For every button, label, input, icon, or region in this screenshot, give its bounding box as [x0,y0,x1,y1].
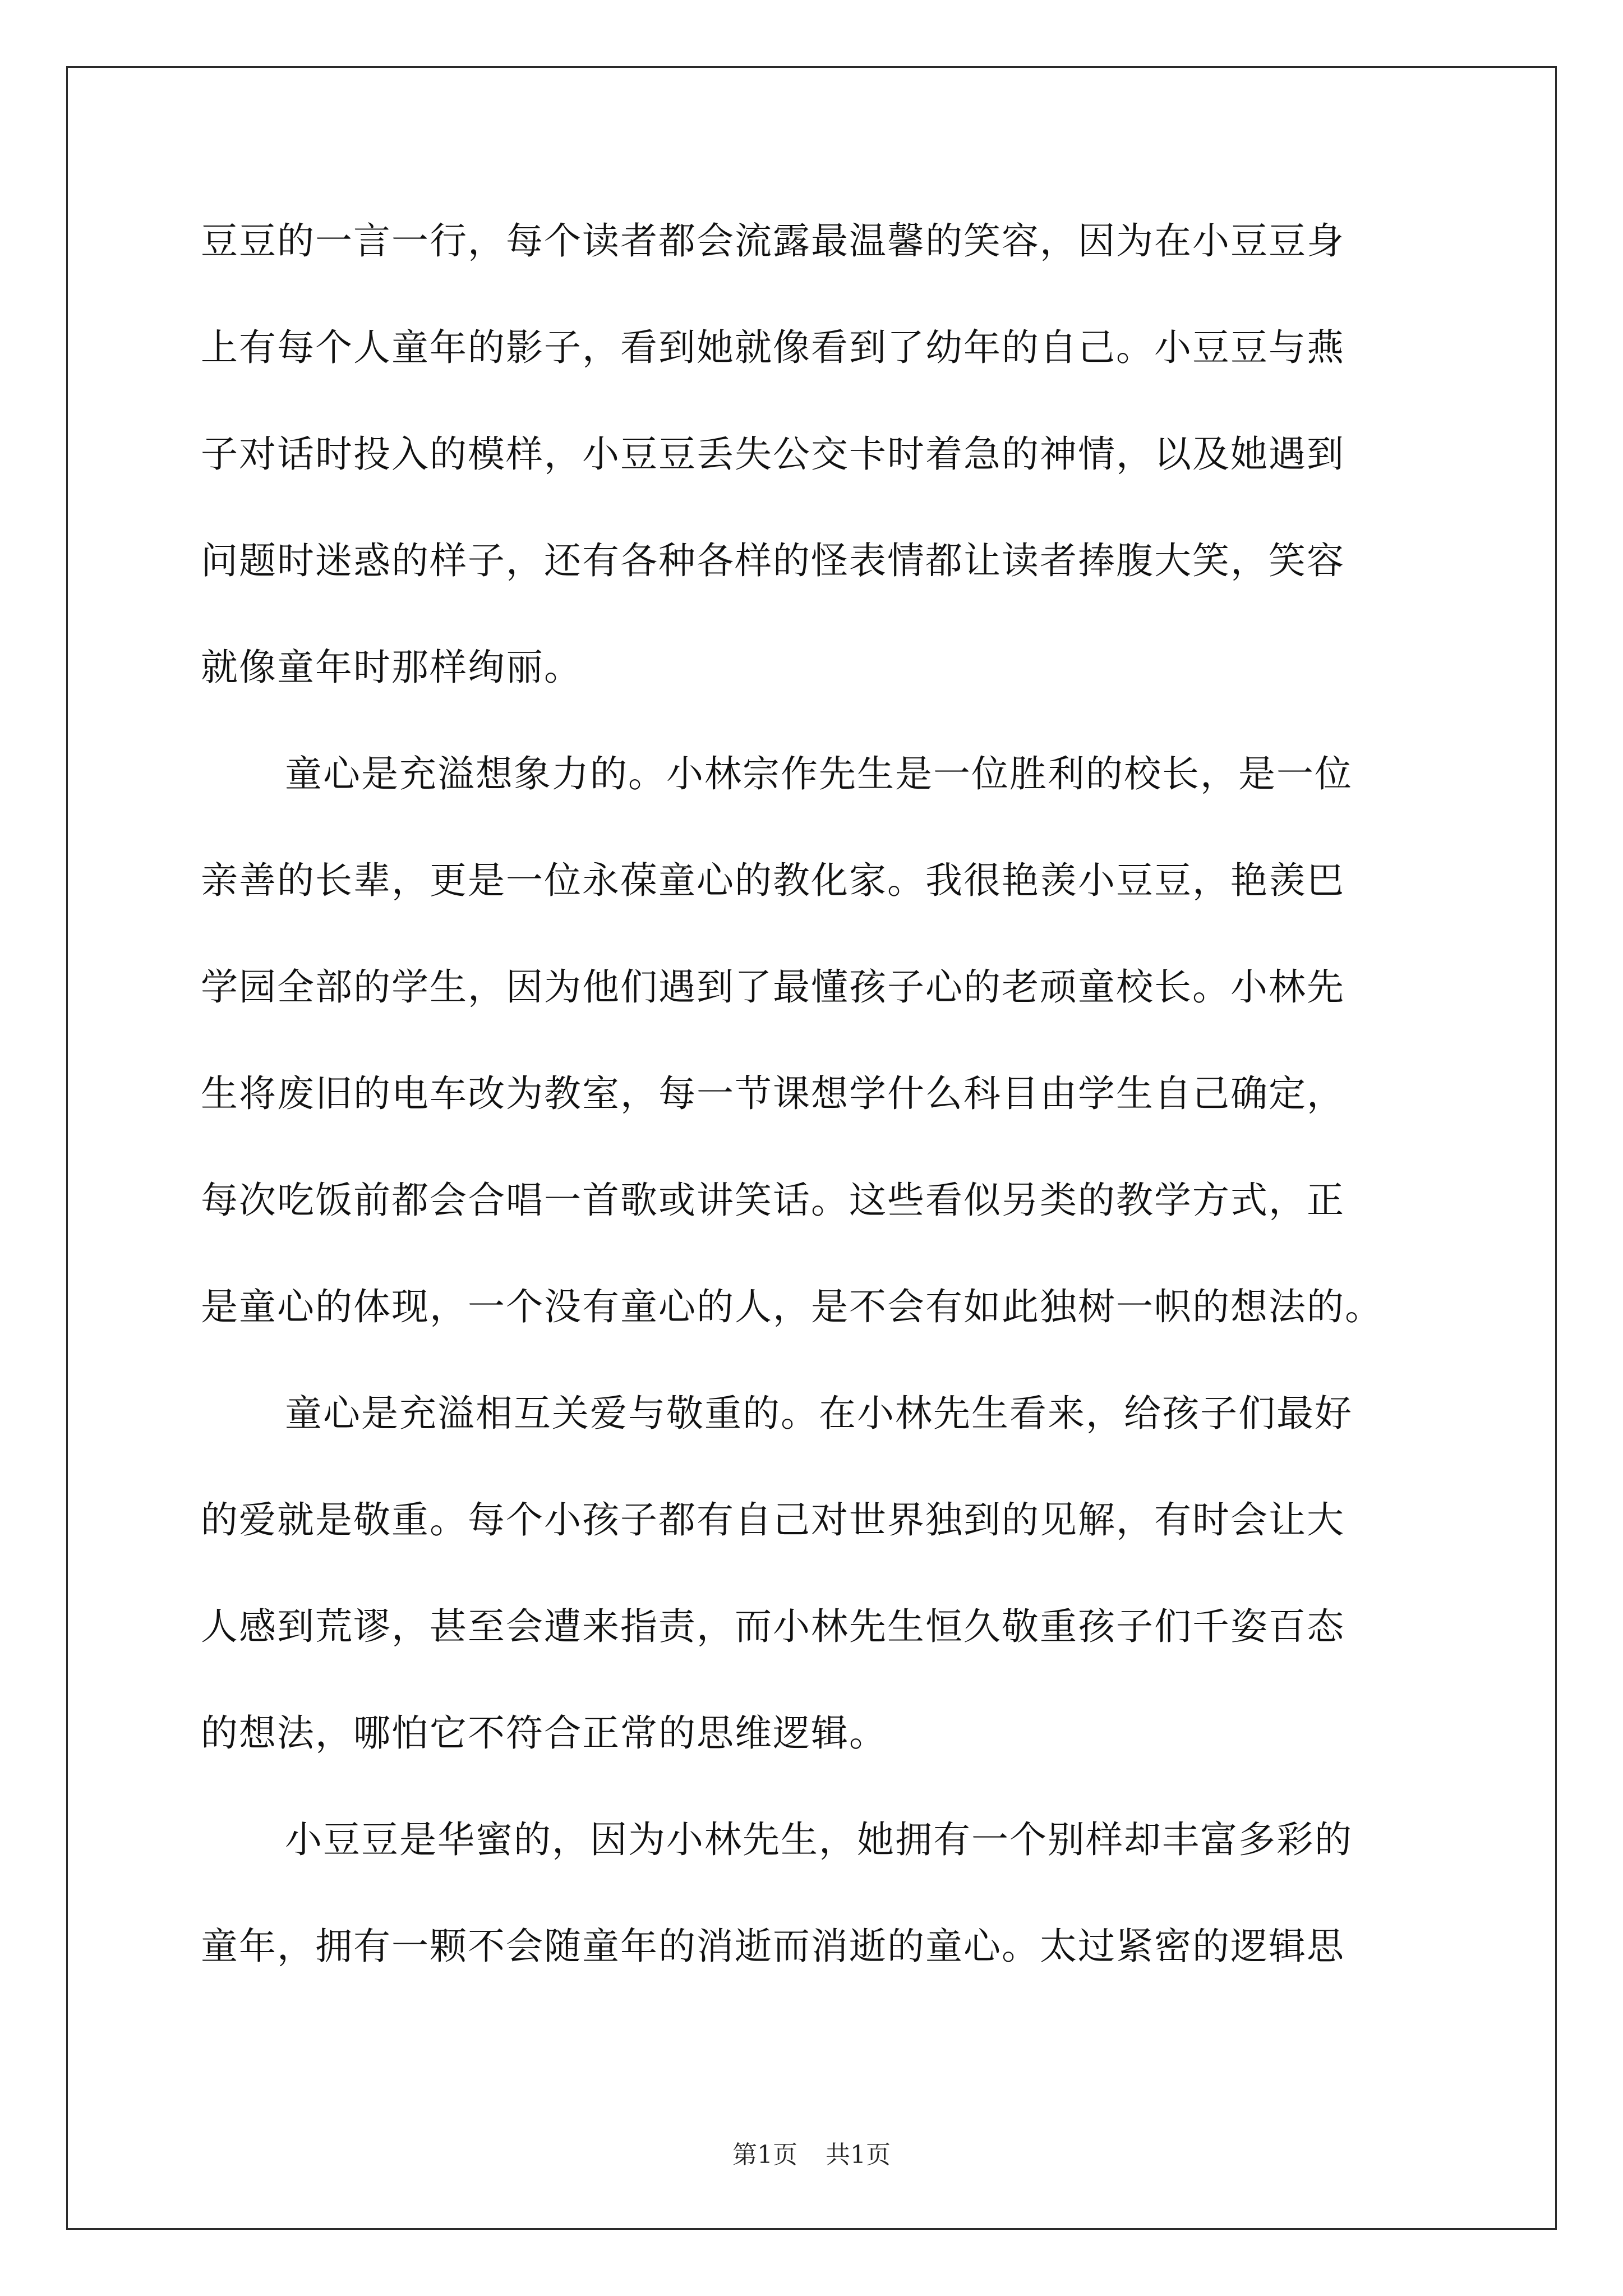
text-line-12: 童心是充溢相互关爱与敬重的。在小林先生看来，给孩子们最好 [285,1392,1353,1435]
text-line-2: 上有每个人童年的影子，看到她就像看到了幼年的自己。小豆豆与燕 [201,326,1345,369]
text-line-16: 小豆豆是华蜜的，因为小林先生，她拥有一个别样却丰富多彩的 [285,1818,1353,1861]
page-total-label: 共1页 [826,2141,891,2169]
text-line-6: 童心是充溢想象力的。小林宗作先生是一位胜利的校长，是一位 [285,752,1353,795]
text-line-17: 童年，拥有一颗不会随童年的消逝而消逝的童心。太过紧密的逻辑思 [201,1925,1345,1968]
text-line-13: 的爱就是敬重。每个小孩子都有自己对世界独到的见解，有时会让大 [201,1498,1345,1542]
text-line-15: 的想法，哪怕它不符合正常的思维逻辑。 [201,1711,887,1755]
page-footer [0,2134,1623,2170]
text-line-9: 生将废旧的电车改为教室，每一节课想学什么科目由学生自己确定， [201,1072,1345,1115]
text-line-14: 人感到荒谬，甚至会遭来指责，而小林先生恒久敬重孩子们千姿百态 [201,1605,1345,1648]
text-line-3: 子对话时投入的模样，小豆豆丢失公交卡时着急的神情，以及她遇到 [201,432,1345,476]
text-line-10: 每次吃饭前都会合唱一首歌或讲笑话。这些看似另类的教学方式，正 [201,1179,1345,1222]
page-number-label: 第1页 [732,2141,797,2169]
text-line-5: 就像童年时那样绚丽。 [201,646,582,689]
text-line-4: 问题时迷惑的样子，还有各种各样的怪表情都让读者捧腹大笑，笑容 [201,539,1345,582]
document-body [201,219,1435,2031]
text-line-1: 豆豆的一言一行，每个读者都会流露最温馨的笑容，因为在小豆豆身 [201,219,1345,263]
text-line-7: 亲善的长辈，更是一位永葆童心的教化家。我很艳羡小豆豆，艳羡巴 [201,859,1345,902]
text-line-11: 是童心的体现，一个没有童心的人，是不会有如此独树一帜的想法的。 [201,1285,1383,1328]
text-line-8: 学园全部的学生，因为他们遇到了最懂孩子心的老顽童校长。小林先 [201,965,1345,1009]
